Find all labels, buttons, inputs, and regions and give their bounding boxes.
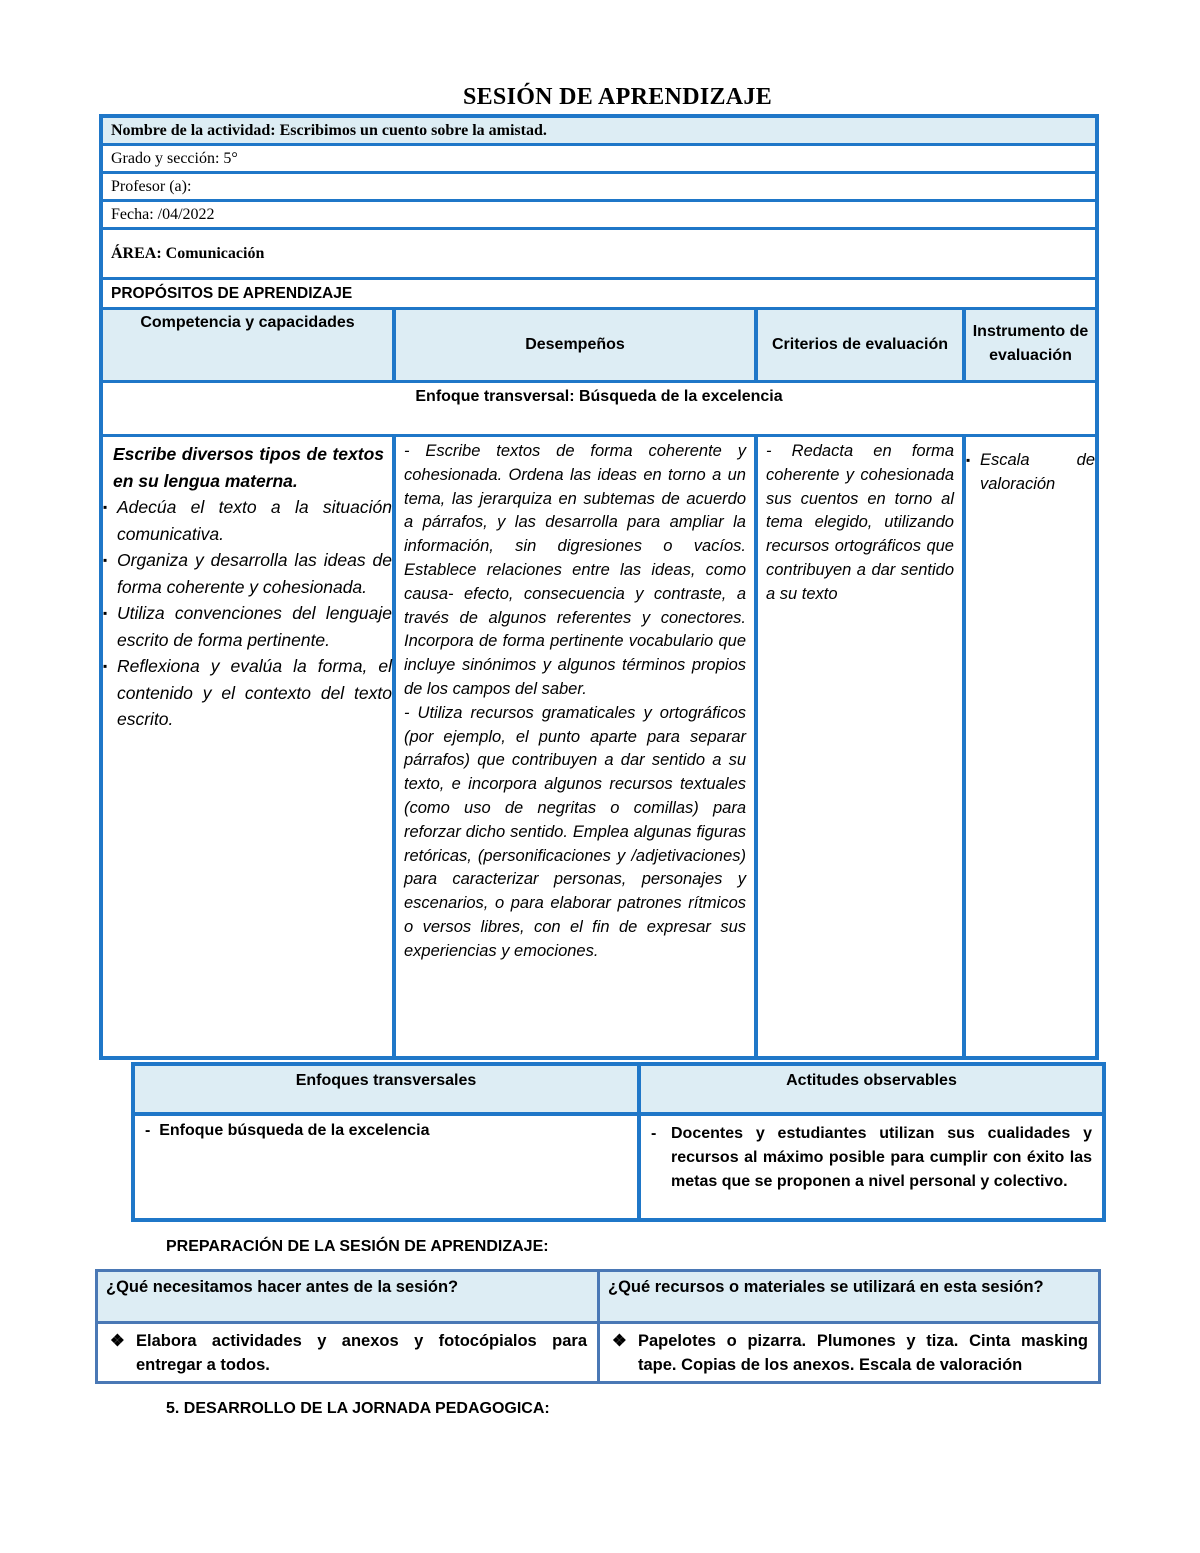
date-row — [103, 202, 1095, 230]
page-title: SESIÓN DE APRENDIZAJE — [462, 84, 773, 110]
header-desempenos: Desempeños — [396, 310, 758, 380]
header-instrumento: Instrumento de evaluación — [972, 323, 1089, 364]
capacidad-item: ▪ Organiza y desarrolla las ideas de forma coherente y cohesionada. — [103, 547, 392, 600]
desempenos-cell — [396, 437, 758, 1056]
answer-before-text: Elabora actividades y anexos y fotocópialos para entregar a todos. — [136, 1332, 587, 1374]
desempeno-paragraph: - Utiliza recursos gramaticales y ortográficos (por ejemplo, el punto aparte para separar párrafos) que contribuyen a dar sentido a su texto, e incorpora algunos recursos textuales (como uso de negritas o comillas) para reforzar dicho sentido. Emplea algunas figuras retóricas, (personificaciones y /adjetivaciones) para caracterizar personas, personajes y escenarios, o para elaborar patrones rítmicos o versos libres, con el fin de expresar sus experiencias y emociones. — [404, 703, 746, 960]
activity-row — [103, 118, 1095, 146]
competencia-cell — [103, 437, 396, 1056]
competencia-title: Escribe diversos tipos de textos en su lengua materna. — [113, 444, 384, 491]
date-text: Fecha: /04/2022 — [111, 206, 215, 223]
area-value: Comunicación — [165, 245, 265, 262]
area-row — [103, 230, 1095, 280]
purposes-row — [103, 280, 1095, 310]
answer-resources-text: Papelotes o pizarra. Plumones y tiza. Cinta masking tape. Copias de los anexos. Escala de valoración — [638, 1332, 1088, 1374]
desempeno-paragraph: - Escribe textos de forma coherente y cohesionada. Ordena las ideas en torno a un tema, las jerarquiza en subtemas de acuerdo a párrafos, y las desarrolla para ampliar la información, sin digresiones o vacíos. Establece relaciones entre las ideas, como causa- efecto, consecuencia y contraste, a través de algunos referentes y conectores. Incorpora de forma pertinente vocabulario que incluye sinónimos y algunos términos propios de los campos del saber. — [404, 442, 746, 698]
actitudes-header: Actitudes observables — [641, 1066, 1102, 1116]
area-label: ÁREA: — [111, 245, 162, 262]
grade-text: Grado y sección: 5° — [111, 150, 238, 167]
capacidad-item: ▪ Utiliza convenciones del lenguaje escrito de forma pertinente. — [103, 600, 392, 653]
purposes-heading: PROPÓSITOS DE APRENDIZAJE — [111, 285, 353, 302]
capacidad-item: ▪ Adecúa el texto a la situación comunicativa. — [103, 494, 392, 547]
desarrollo-heading: 5. DESARROLLO DE LA JORNADA PEDAGOGICA: — [166, 1400, 550, 1417]
instrumento-list — [966, 449, 1095, 497]
answer-before — [98, 1324, 600, 1381]
enfoque-item: - Enfoque búsqueda de la excelencia — [135, 1116, 641, 1218]
enfoques-table — [131, 1062, 1106, 1222]
enfoque-text: Enfoque transversal: Búsqueda de la excelencia — [415, 388, 783, 405]
answer-resources — [600, 1324, 1098, 1381]
capacidades-list — [103, 494, 392, 733]
question-before: ¿Qué necesitamos hacer antes de la sesión? — [98, 1272, 600, 1324]
enfoques-header: Enfoques transversales — [135, 1066, 641, 1116]
instrumento-item: ▪ Escala de valoración — [966, 449, 1095, 497]
preparacion-heading: PREPARACIÓN DE LA SESIÓN DE APRENDIZAJE: — [166, 1238, 549, 1255]
diamond-bullet-icon: ❖ — [612, 1332, 627, 1350]
preparacion-table — [95, 1269, 1101, 1384]
teacher-text: Profesor (a): — [111, 178, 192, 195]
grade-row — [103, 146, 1095, 174]
criterios-text: - Redacta en forma coherente y cohesionada sus cuentos en torno al tema elegido, utilizando recursos ortográficos que contribuyen a dar sentido a su texto — [766, 442, 954, 603]
instrumento-cell — [966, 437, 1095, 1056]
question-resources: ¿Qué recursos o materiales se utilizará en esta sesión? — [600, 1272, 1098, 1324]
enfoque-row — [103, 383, 1095, 437]
capacidad-item: ▪ Reflexiona y evalúa la forma, el contenido y el contexto del texto escrito. — [103, 653, 392, 733]
table-header-row — [103, 310, 1095, 383]
enfoque-item-text: Enfoque búsqueda de la excelencia — [159, 1122, 430, 1139]
header-competencia: Competencia y capacidades — [103, 310, 396, 380]
activity-label: Nombre de la actividad: — [111, 122, 276, 139]
activity-value: Escribimos un cuento sobre la amistad. — [279, 122, 547, 139]
diamond-bullet-icon: ❖ — [110, 1332, 125, 1350]
session-table — [99, 114, 1099, 1060]
table-body-row — [103, 437, 1095, 1056]
header-criterios: Criterios de evaluación — [758, 310, 966, 380]
actitud-item-text: Docentes y estudiantes utilizan sus cualidades y recursos al máximo posible para cumplir con éxito las metas que se proponen a nivel personal y colectivo. — [671, 1125, 1092, 1190]
criterios-cell — [758, 437, 966, 1056]
teacher-row — [103, 174, 1095, 202]
actitud-item: - Docentes y estudiantes utilizan sus cualidades y recursos al máximo posible para cumplir con éxito las metas que se proponen a nivel personal y colectivo. — [651, 1125, 1092, 1190]
